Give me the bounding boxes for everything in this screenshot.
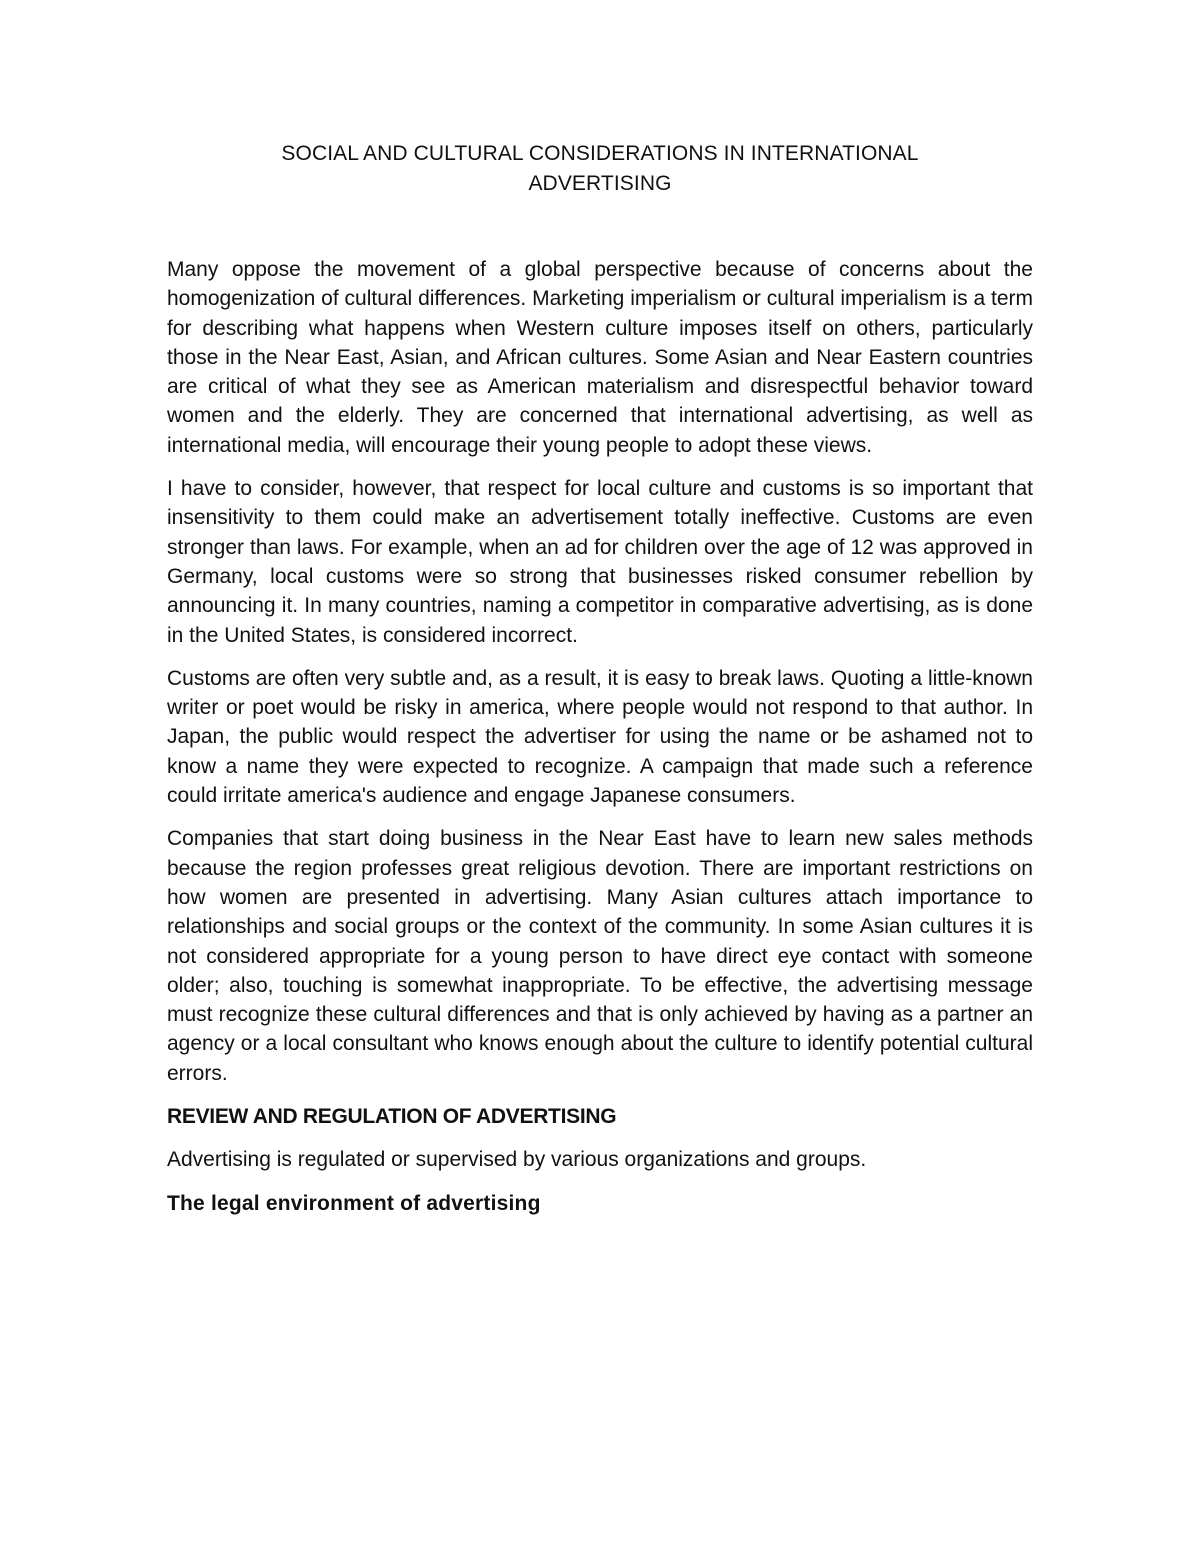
subheading-legal-environment: The legal environment of advertising [167,1191,541,1215]
document-body [167,255,1033,1218]
title-line-2: ADVERTISING [528,172,672,195]
document-content [167,139,1033,1218]
paragraph-subtle-customs: Customs are often very subtle and, as a result, it is easy to break laws. Quoting a little-known writer or poet would be risky in america, where people would not respond to that author. In Japan, the public would respect the advertiser for using the name or be ashamed not to know a name they were expected to recognize. A campaign that made such a reference could irritate america's audience and engage Japanese consumers. [167,666,1033,808]
paragraph-near-east-business: Companies that start doing business in the Near East have to learn new sales methods because the region professes great religious devotion. There are important restrictions on how women are presented in advertising. Many Asian cultures attach importance to relationships and social groups or the context of the community. In some Asian cultures it is not considered appropriate for a young person to have direct eye contact with someone older; also, touching is somewhat inappropriate. To be effective, the advertising message must recognize these cultural differences and that is only achieved by having as a partner an agency or a local consultant who knows enough about the culture to identify potential cultural errors. [167,827,1033,1085]
section-heading-review-regulation: REVIEW AND REGULATION OF ADVERTISING [167,1105,617,1129]
title-line-1: SOCIAL AND CULTURAL CONSIDERATIONS IN INTERNATIONAL [281,142,919,165]
paragraph-local-customs: I have to consider, however, that respect for local culture and customs is so important that insensitivity to them could make an advertisement totally ineffective. Customs are even stronger than laws. For example, when an ad for children over the age of 12 was approved in Germany, local customs were so strong that businesses risked consumer rebellion by announcing it. In many countries, naming a competitor in comparative advertising, as is done in the United States, is considered incorrect. [167,477,1033,647]
paragraph-global-perspective: Many oppose the movement of a global perspective because of concerns about the homogenization of cultural differences. Marketing imperialism or cultural imperialism is a term for describing what happens when Western culture imposes itself on others, particularly those in the Near East, Asian, and African cultures. Some Asian and Near Eastern countries are critical of what they see as American materialism and disrespectful behavior toward women and the elderly. They are concerned that international advertising, as well as international media, will encourage their young people to adopt these views. [167,258,1033,457]
paragraph-regulation: Advertising is regulated or supervised by various organizations and groups. [167,1148,867,1172]
document-title [167,139,1033,199]
